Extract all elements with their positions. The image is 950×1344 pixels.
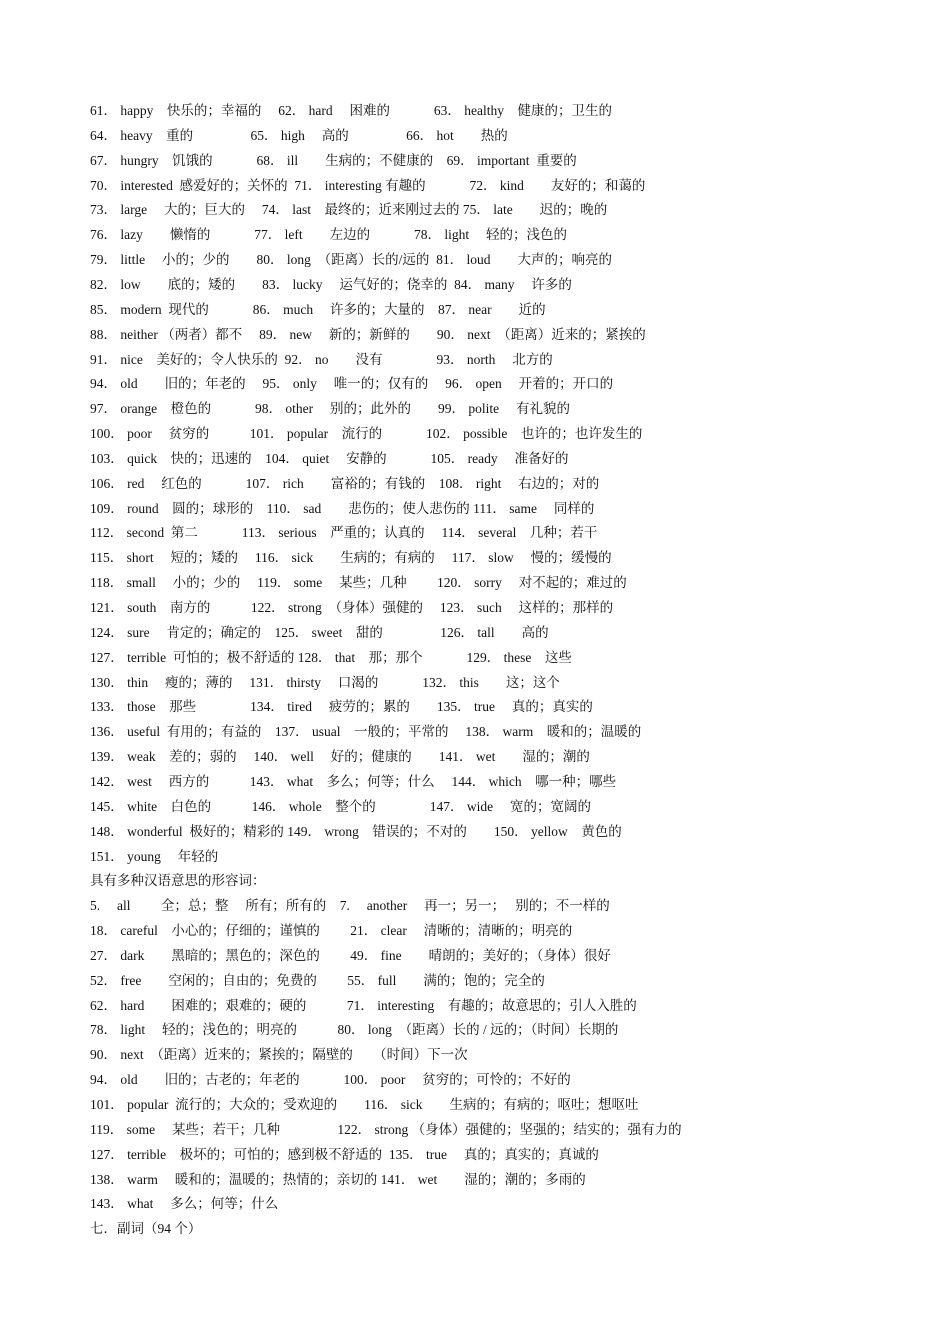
text-line: 18． careful 小心的；仔细的；谨慎的 21． clear 清晰的；清晰的；明亮的 (90, 923, 573, 939)
text-line: 101． popular 流行的；大众的；受欢迎的 116． sick 生病的；有病的；呕吐；想呕吐 (90, 1097, 639, 1112)
text-line: 133． those 那些 134． tired 疲劳的；累的 135． true 真的；真实的 (90, 699, 593, 715)
text-line: 115． short 短的；矮的 116． sick 生病的；有病的 117． slow 慢的；缓慢的 (90, 550, 612, 566)
text-line: 97． orange 橙色的 98． other 别的；此外的 99． polite 有礼貌的 (90, 401, 570, 417)
text-line: 148． wonderful 极好的；精彩的 149． wrong 错误的；不对的 150． yellow 黄色的 (90, 823, 622, 839)
text-line: 82． low 底的；矮的 83． lucky 运气好的；侥幸的 84． many 许多的 (90, 276, 572, 292)
text-line: 61． happy 快乐的；幸福的 62． hard 困难的 63． healthy 健康的；卫生的 (90, 103, 612, 118)
text-line: 136． useful 有用的；有益的 137． usual 一般的；平常的 138． warm 暖和的；温暖的 (90, 724, 642, 740)
text-line: 73． large 大的；巨大的 74． last 最终的；近来刚过去的 75． late 迟的；晚的 (90, 202, 608, 218)
text-line: 5. all 全；总；整 所有；所有的 7. another 再一；另一； 别的；不一样的 (90, 898, 610, 914)
text-line: 70． interested 感爱好的；关怀的 71． interesting 有趣的 72． kind 友好的；和蔼的 (90, 177, 646, 193)
text-line: 121． south 南方的 122． strong （身体）强健的 123． such 这样的；那样的 (90, 600, 614, 615)
text-line: 78． light 轻的；浅色的；明亮的 80． long （距离）长的 / 远的；（时间）长期的 (90, 1022, 619, 1038)
text-line: 90． next （距离）近来的；紧挨的；隔壁的 （时间）下一次 (90, 1047, 468, 1063)
text-line: 106． red 红色的 107． rich 富裕的；有钱的 108． right 右边的；对的 (90, 475, 600, 491)
text-line: 145． white 白色的 146． whole 整个的 147． wide 宽的；宽阔的 (90, 798, 591, 814)
text-line: 52． free 空闲的；自由的；免费的 55． full 满的；饱的；完全的 (90, 972, 545, 988)
text-line: 94． old 旧的；古老的；年老的 100． poor 贫穷的；可怜的；不好的 (90, 1072, 571, 1088)
text-line: 七．副词（94 个） (90, 1221, 202, 1237)
text-line: 143． what 多么；何等；什么 (90, 1196, 279, 1212)
text-line: 85． modern 现代的 86． much 许多的；大量的 87． near 近的 (90, 301, 546, 317)
text-line: 27． dark 黑暗的；黑色的；深色的 49． fine 晴朗的；美好的；（身体）很好 (90, 947, 611, 963)
text-line: 79． little 小的；少的 80． long （距离）长的/远的 81． loud 大声的；响亮的 (90, 252, 612, 268)
text-line: 138． warm 暖和的；温暖的；热情的；亲切的 141． wet 湿的；潮的；多雨的 (90, 1171, 586, 1187)
text-line: 130． thin 瘦的；薄的 131． thirsty 口渴的 132． this 这；这个 (90, 674, 560, 690)
text-line: 具有多种汉语意思的形容词： (90, 873, 266, 889)
text-line: 91． nice 美好的；令人快乐的 92． no 没有 93． north 北方的 (90, 351, 553, 367)
text-line: 151． young 年轻的 (90, 848, 219, 864)
text-line: 64． heavy 重的 65． high 高的 66． hot 热的 (90, 127, 508, 143)
text-line: 94． old 旧的；年老的 95． only 唯一的；仅有的 96． open 开着的；开口的 (90, 376, 614, 392)
text-line: 127． terrible 极坏的；可怕的；感到极不舒适的 135． true 真的；真实的；真诚的 (90, 1146, 599, 1162)
text-line: 139． weak 差的；弱的 140． well 好的；健康的 141． wet 湿的；潮的 (90, 749, 590, 765)
text-line: 62． hard 困难的；艰难的；硬的 71． interesting 有趣的；故意思的；引人入胜的 (90, 997, 637, 1013)
text-line: 142． west 西方的 143． what 多么；何等；什么 144． which 哪一种；哪些 (90, 773, 617, 789)
text-line: 127． terrible 可怕的；极不舒适的 128． that 那；那个 129． these 这些 (90, 649, 572, 665)
text-line: 119． some 某些；若干；几种 122． strong （身体）强健的；坚强的；结实的；强有力的 (90, 1121, 682, 1137)
text-line: 67． hungry 饥饿的 68． ill 生病的；不健康的 69． important 重要的 (90, 152, 577, 168)
text-line: 112． second 第二 113． serious 严重的；认真的 114． several 几种；若干 (90, 525, 598, 541)
text-line: 88． neither （两者）都不 89． new 新的；新鲜的 90． next （距离）近来的；紧挨的 (90, 326, 646, 342)
text-line: 100． poor 贫穷的 101． popular 流行的 102． possible 也许的；也许发生的 (90, 426, 643, 442)
text-line: 103． quick 快的；迅速的 104． quiet 安静的 105． ready 准备好的 (90, 450, 569, 466)
text-line: 76． lazy 懒惰的 77． left 左边的 78． light 轻的；浅色的 (90, 227, 567, 243)
text-line: 118． small 小的；少的 119． some 某些；几种 120． sorry 对不起的；难过的 (90, 575, 627, 591)
text-line: 109． round 圆的；球形的 110． sad 悲伤的；使人悲伤的 111． same 同样的 (90, 500, 595, 516)
text-line: 124． sure 肯定的；确定的 125． sweet 甜的 126． tall 高的 (90, 624, 549, 640)
